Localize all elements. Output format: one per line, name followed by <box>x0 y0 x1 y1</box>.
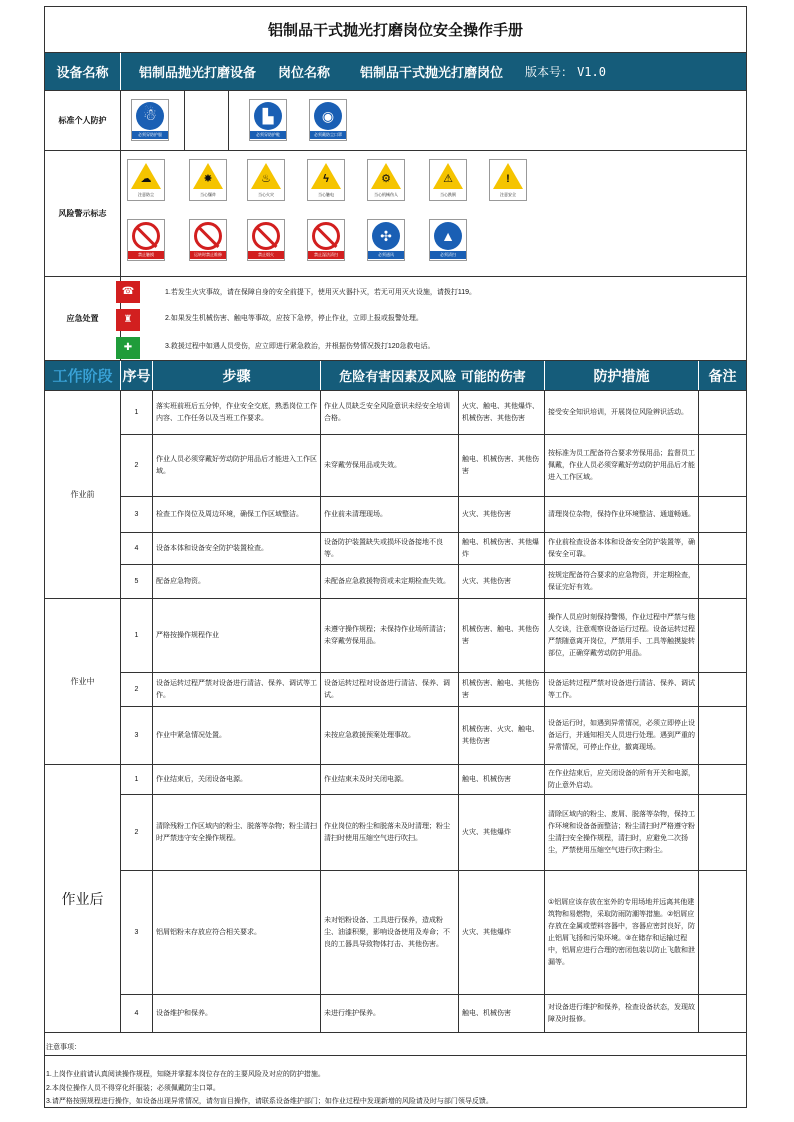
notes-title: 注意事项： <box>46 1044 81 1051</box>
emergency-label: 应急处置 <box>45 277 121 360</box>
explosion-warning-icon: ✸ 当心爆炸 <box>189 159 227 201</box>
table-row: 2 设备运转过程严禁对设备进行清洁、保养、调试等工作。 设备运转过程对设备进行清洁、保养、调试。 机械伤害、触电、其他伤害 设备运转过程严禁对设备进行清洁、保养、调试等工作。 <box>121 673 746 707</box>
stage-cell: 作业后 <box>45 765 121 1033</box>
column-header-note: 备注 <box>708 368 737 385</box>
version-value: V1.0 <box>577 64 606 79</box>
table-row: 5 配备应急物资。 未配备应急救援物资或未定期检查失效。 火灾、其他伤害 按规定配备符合要求的应急物资，并定期检查，保证完好有效。 <box>121 565 746 599</box>
stage-cell: 作业中 <box>45 599 121 765</box>
no-hand-contact-icon: 禁止触摸 <box>127 219 165 261</box>
fire-warning-icon: ♨ 当心火灾 <box>247 159 285 201</box>
warning-signs-label: 风险警示标志 <box>45 151 121 276</box>
mechanical-injury-warning-icon: ⚙ 当心机械伤人 <box>367 159 405 201</box>
electric-shock-warning-icon: ϟ 当心触电 <box>307 159 345 201</box>
equipment-label: 设备名称 <box>45 53 121 90</box>
equipment-value: 铝制品抛光打磨设备 <box>139 65 257 80</box>
equipment-info-bar <box>45 53 746 91</box>
safety-manual-sheet <box>44 6 747 1108</box>
dust-mask-icon: ◉ 必须戴防尘口罩 <box>309 99 347 141</box>
table-row: 1 严格按操作规程作业 未遵守操作规程；未保持作业场所清洁；未穿戴劳保用品。 机械伤害、触电、其他伤害 操作人员应时刻保持警惕，作业过程中严禁与他人交谈，注意观察设备运行过程。设备运转过程严禁随意离开岗位，严禁用手、工具等触摸旋转部位，正确穿戴劳动防护用品。 <box>121 599 746 673</box>
fall-warning-icon: ⚠ 当心跌倒 <box>429 159 467 201</box>
table-row: 1 落实班前班后五分钟，作业安全交底，熟悉岗位工作内容、工作任务以及当班工作要求。 作业人员缺乏安全风险意识未经安全培训合格。 火灾、触电、其他爆炸、机械伤害、其他伤害 接受安全知识培训，开展岗位风险辨识活动。 <box>121 391 746 435</box>
note-line-3: 3.请严格按照规程进行操作，如设备出现异常情况，请勿盲目操作，请联系设备维护部门；如作业过程中发现新增的风险请及时与部门领导反馈。 <box>46 1098 493 1105</box>
column-header-harm: 可能的伤害 <box>460 370 526 385</box>
emergency-line-1: 1.若发生火灾事故，请在保障自身的安全前提下，使用灭火器扑灭，若无可用灭火设施，请拨打119。 <box>165 289 476 296</box>
no-wet-cleaning-icon: 禁止湿法清扫 <box>307 219 345 261</box>
no-fire-icon: 禁止烟火 <box>247 219 285 261</box>
emergency-section <box>45 277 746 361</box>
table-row: 3 铝屑铝粉末存放应符合相关要求。 未对铝粉设备、工具进行保养，造成粉尘、油漆积聚，影响设备使用及寿命；不良的工器具导致物体打击、其他伤害。 火灾、其他爆炸 ①铝屑应该存放在室外的专用场地并远离其他建筑物和易燃物，采取防雨防潮等措施。②铝屑应存放在金属或塑料容器中，容器应密封良好，防止铝屑飞扬和污染环境。③在储存和运输过程中，铝屑应进行合理的密闭包装以防止飞散和泄漏等。 <box>121 871 746 995</box>
table-row: 4 设备本体和设备安全防护装置检查。 设备防护装置缺失或损坏设备接地不良等。 触电、机械伤害、其他爆炸 作业前检查设备本体和设备安全防护装置等，确保安全可靠。 <box>121 533 746 565</box>
column-header-step: 步骤 <box>153 361 321 390</box>
post-label: 岗位名称 <box>278 65 331 80</box>
no-maintenance-while-running-icon: 运转时禁止维修 <box>189 219 227 261</box>
ppe-label: 标准个人防护 <box>45 91 121 150</box>
fire-alarm-phone-icon: ☎ <box>116 281 140 303</box>
table-row: 2 作业人员必须穿戴好劳动防护用品后才能进入工作区域。 未穿戴劳保用品或失效。 触电、机械伤害、其他伤害 按标准为员工配备符合要求劳保用品；监督员工佩戴，作业人员必须穿戴好劳动防护用品后才能进入工作区域。 <box>121 435 746 497</box>
safety-warning-icon: ! 注意安全 <box>489 159 527 201</box>
table-row: 3 作业中紧急情况处置。 未按应急救援预案处理事故。 机械伤害、火灾、触电、其他伤害 设备运行时，如遇到异常情况，必须立即停止设备运行，并通知相关人员进行处理。遇到严重的异常情况，可停止作业，撤离现场。 <box>121 707 746 765</box>
table-row: 2 清除残粉工作区域内的粉尘、脱落等杂物；粉尘清扫时严禁违守安全操作规程。 作业岗位的粉尘和脱落未及时清理；粉尘清扫时使用压缩空气进行吹扫。 火灾、其他爆炸 清除区域内的粉尘、废屑、脱落等杂物，保持工作环境和设备备面整洁；粉尘清扫时严格遵守粉尘清扫安全操作规程，清扫时，应避免二次扬尘，严禁使用压缩空气进行吹扫粉尘。 <box>121 795 746 871</box>
page-title: 铝制品干式抛光打磨岗位安全操作手册 <box>45 7 746 53</box>
ppe-section <box>45 91 746 151</box>
table-row: 3 检查工作岗位及周边环境，确保工作区域整洁。 作业前未清理现场。 火灾、其他伤害 清理岗位杂物，保持作业环境整洁、通道畅通。 <box>121 497 746 533</box>
dust-warning-icon: ☁ 注意防尘 <box>127 159 165 201</box>
ventilation-icon: ✣ 必须通风 <box>367 219 405 261</box>
post-value: 铝制品干式抛光打磨岗位 <box>360 65 504 80</box>
cleaning-icon: ▲ 必须清扫 <box>429 219 467 261</box>
table-header <box>45 361 746 391</box>
warning-signs-section <box>45 151 746 277</box>
first-aid-icon: ✚ <box>116 337 140 359</box>
stage-cell: 作业前 <box>45 391 121 599</box>
emergency-line-2: 2.如果发生机械伤害、触电等事故，应按下急停，停止作业，立即上报或报警处理。 <box>165 315 423 322</box>
emergency-line-3: 3.救援过程中如遇人员受伤，应立即进行紧急救治，并根据伤势情况拨打120急救电话。 <box>165 343 435 350</box>
fire-extinguisher-icon: ♜ <box>116 309 140 331</box>
protective-boots-icon: ▙ 必须穿防护鞋 <box>249 99 287 141</box>
table-row: 4 设备维护和保养。 未进行维护保养。 触电、机械伤害 对设备进行维护和保养，检查设备状态，发现故障及时报修。 <box>121 995 746 1033</box>
note-line-1: 1.上岗作业前请认真阅读操作规程，知晓并掌握本岗位存在的主要风险及对应的防护措施。 <box>46 1071 325 1078</box>
column-header-measure: 防护措施 <box>545 361 699 390</box>
column-header-stage: 工作阶段 <box>45 361 121 390</box>
column-header-no: 序号 <box>121 361 153 390</box>
protective-clothing-icon: ☃ 必须穿防护服 <box>131 99 169 141</box>
version-label: 版本号： <box>525 65 574 79</box>
column-header-hazard: 危险有害因素及风险 可能的伤害 <box>321 361 545 390</box>
notes-section <box>45 1039 746 1107</box>
table-row: 1 作业结束后，关闭设备电源。 作业结束未及时关闭电源。 触电、机械伤害 在作业结束后，应关闭设备的所有开关和电源，防止意外启动。 <box>121 765 746 795</box>
note-line-2: 2.本岗位操作人员不得穿化纤服装；必须佩戴防尘口罩。 <box>46 1085 220 1092</box>
